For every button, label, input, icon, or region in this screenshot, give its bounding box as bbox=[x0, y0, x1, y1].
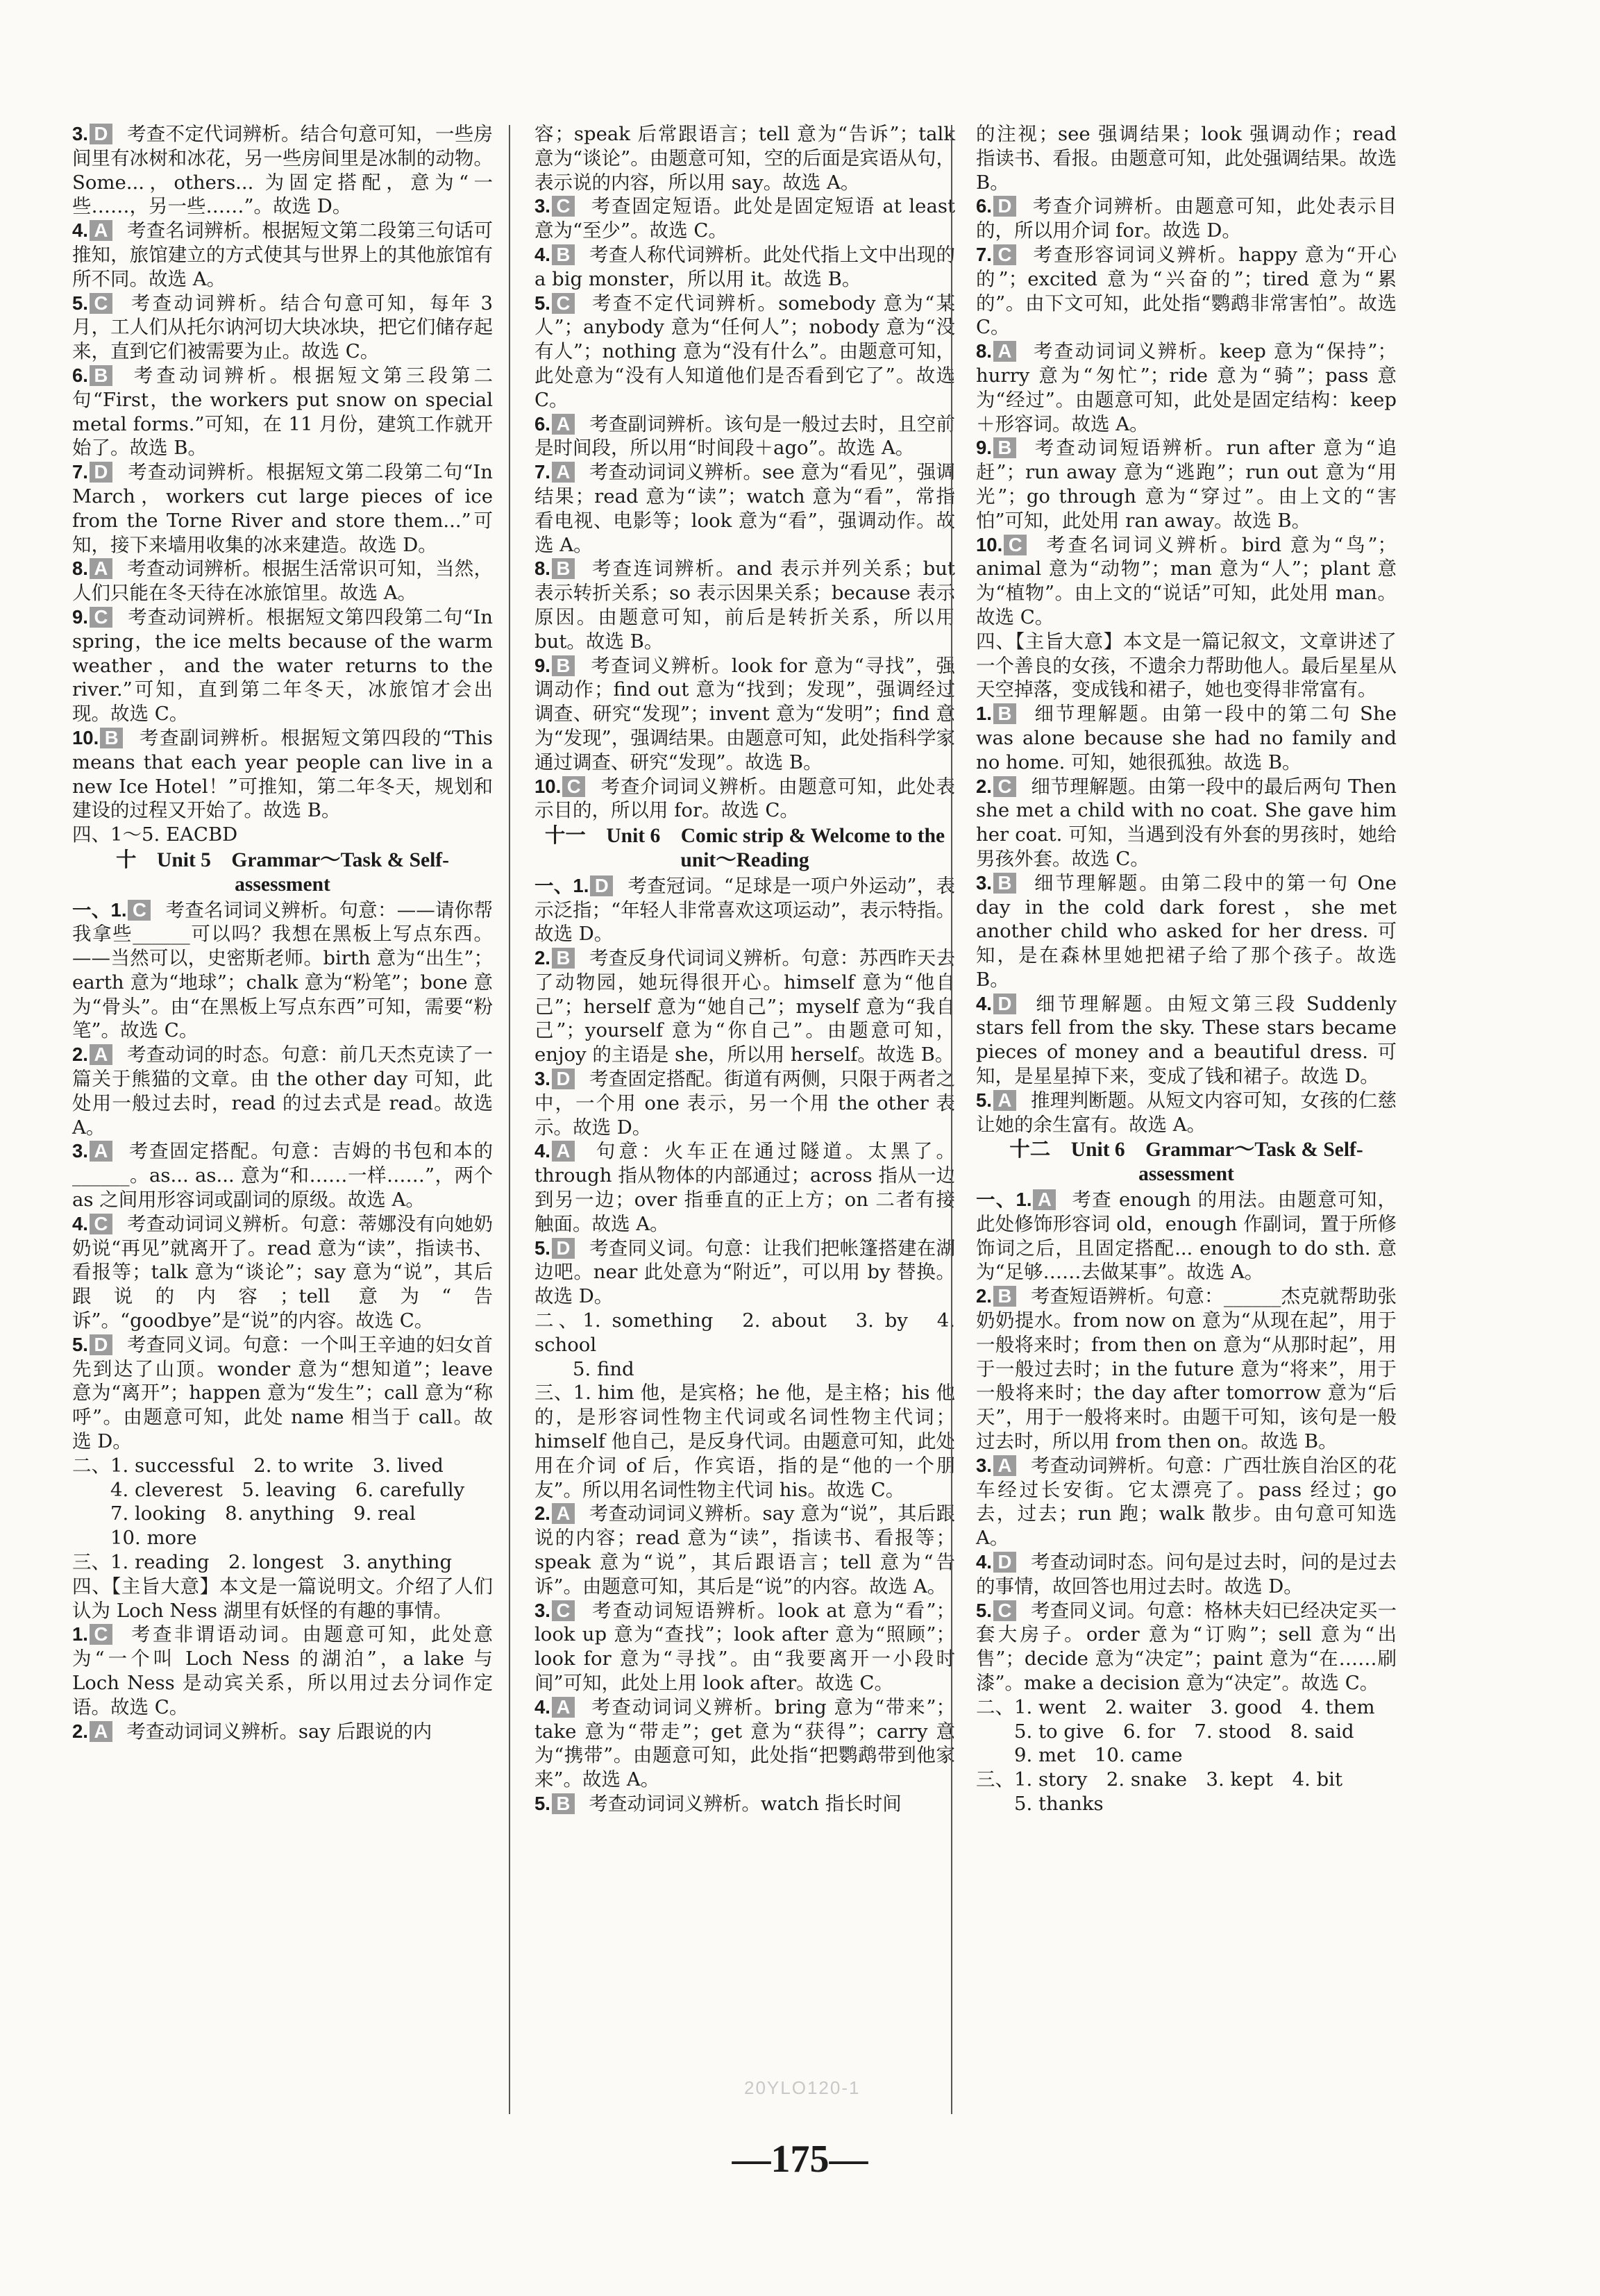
answer-choice-badge: B bbox=[552, 244, 575, 265]
answer-item bbox=[72, 460, 493, 557]
answer-line: 三、1. him 他，是宾格；he 他，是主格；his 他的，是形容词性物主代词或名词性物主代词；himself 他自己，是反身代词。由题意可知，此处用在介词 of 后，作宾语，指的是“他的一个朋友”。所以用名词性物主代词 his。故选 C。 bbox=[534, 1382, 955, 1501]
answer-choice-badge: C bbox=[993, 776, 1016, 797]
explanation-text: 考查副词辨析。根据短文第四段的“This means that each year people can live in a new Ice Hotel！”可推知，第二年冬天，规划和建设的过程又开始了。故选 B。 bbox=[72, 726, 493, 822]
answer-choice-badge: A bbox=[552, 1141, 575, 1162]
explanation-text: 考查副词辨析。该句是一般过去时，且空前是时间段，所以用“时间段＋ago”。故选 A。 bbox=[534, 412, 956, 460]
answer-choice-badge: D bbox=[993, 196, 1016, 217]
answer-line: 三、1. story 2. snake 3. kept 4. bit bbox=[976, 1768, 1343, 1791]
answer-item bbox=[976, 1188, 1397, 1284]
explanation-text: 考查名词词义辨析。句意：——请你帮我拿些______可以吗？我想在黑板上写点东西。——当然可以，史密斯老师。birth 意为“出生”；earth 意为“地球”；chalk 意为“粉笔”；bone 意为“骨头”。由“在黑板上写点东西”可知，需要“粉笔”。故选 C。 bbox=[72, 898, 494, 1042]
section-heading: 十 Unit 5 Grammar～Task & Self-assessment bbox=[116, 848, 449, 896]
explanation-text: 考查短语辨析。句意：______杰克就帮助张奶奶提水。from now on 意为“从现在起”，用于一般将来时；from then on 意为“从那时起”，用于一般过去时；in the future 意为“将来”，用于一般将来时；the day after tomorrow 意为“后天”，用于一般将来时。由题干可知，该句是一般过去时，所以用 from then on。故选 B。 bbox=[976, 1285, 1397, 1453]
answer-choice-badge: C bbox=[562, 776, 585, 797]
answer-choice-badge: C bbox=[993, 1600, 1016, 1621]
explanation-text: 考查动词词义辨析。see 意为“看见”，强调结果；read 意为“读”；watch 意为“看”，常指看电视、电影等；look 意为“看”，强调动作。故选 A。 bbox=[534, 461, 955, 556]
question-number: 4. bbox=[976, 992, 992, 1014]
explanation-text: 考查 enough 的用法。由题意可知，此处修饰形容词 old，enough 作副词，置于所修饰词之后，且固定搭配... enough to do sth. 意为“足够……去做某事”。故选 A。 bbox=[976, 1189, 1397, 1284]
question-number: 2. bbox=[534, 1502, 550, 1525]
answer-choice-badge: A bbox=[90, 1721, 112, 1742]
question-number: 一、1. bbox=[72, 898, 127, 921]
answer-choice-badge: B bbox=[993, 1286, 1016, 1307]
answer-item bbox=[72, 1623, 493, 1719]
answer-choice-badge: D bbox=[90, 1334, 112, 1355]
answer-choice-badge: A bbox=[552, 1503, 575, 1524]
answer-choice-badge: A bbox=[90, 1141, 112, 1162]
explanation-text: 考查动词时态。问句是过去时，问的是过去的事情，故回答也用过去时。故选 D。 bbox=[976, 1551, 1397, 1598]
explanation-text: 句意：火车正在通过隧道。太黑了。through 指从物体的内部通过；across 指从一边到另一边；over 指垂直的正上方；on 二者有接触面。故选 A。 bbox=[534, 1140, 956, 1235]
explanation-text: 考查动词词义辨析。watch 指长时间 bbox=[589, 1792, 902, 1815]
answer-choice-badge: A bbox=[90, 220, 112, 241]
question-number: 2. bbox=[72, 1720, 88, 1742]
answer-choice-badge: B bbox=[100, 728, 123, 748]
question-number: 3. bbox=[534, 195, 550, 217]
answer-item bbox=[976, 1550, 1397, 1599]
explanation-text: 考查动词辨析。根据生活常识可知，当然，人们只能在冬天待在冰旅馆里。故选 A。 bbox=[72, 558, 494, 605]
answer-choice-badge: C bbox=[993, 244, 1016, 265]
answer-item bbox=[72, 557, 493, 605]
column-left bbox=[72, 122, 493, 1743]
answer-item bbox=[534, 1237, 955, 1309]
answer-choice-badge: B bbox=[552, 948, 575, 969]
answer-line: 7. looking 8. anything 9. real bbox=[72, 1502, 416, 1525]
explanation-text: 推理判断题。从短文内容可知，女孩的仁慈让她的余生富有。故选 A。 bbox=[976, 1089, 1397, 1136]
question-number: 4. bbox=[72, 1212, 88, 1234]
answer-choice-badge: B bbox=[552, 558, 575, 579]
explanation-text: 考查动词词义辨析。say 意为“说”，其后跟说的内容；read 意为“读”，指读书、看报等；speak 意为“说”，其后跟语言；tell 意为“告诉”。由题意可知，其后是“说”的内容。故选 A。 bbox=[534, 1502, 955, 1598]
question-number: 10. bbox=[976, 533, 1003, 555]
answer-line: 5. thanks bbox=[976, 1792, 1104, 1815]
explanation-text: 考查固定搭配。街道有两侧，只限于两者之中，一个用 one 表示，另一个用 the other 表示。故选 D。 bbox=[534, 1068, 956, 1139]
question-number: 2. bbox=[976, 1285, 992, 1307]
section-heading: 十一 Unit 6 Comic strip & Welcome to the unit～Reading bbox=[544, 825, 945, 871]
answer-item bbox=[976, 871, 1397, 992]
answer-item bbox=[72, 605, 493, 726]
question-number: 4. bbox=[534, 1695, 550, 1718]
question-number: 7. bbox=[534, 461, 550, 483]
answer-item bbox=[534, 194, 955, 243]
question-number: 4. bbox=[534, 243, 550, 265]
answer-line: 5. find bbox=[534, 1357, 634, 1380]
question-number: 4. bbox=[976, 1551, 992, 1573]
answer-line: 二、1. something 2. about 3. by 4. school bbox=[534, 1309, 955, 1356]
explanation-text: 考查动词辨析。根据短文第三段第二句“First，the workers put snow on special metal forms.”可知，在 11 月份，建筑工作就开始了。故选 B。 bbox=[72, 364, 494, 460]
explanation-text: 考查介词词义辨析。由题意可知，此处表示目的，所以用 for。故选 C。 bbox=[534, 775, 956, 822]
explanation-text: 考查动词短语辨析。look at 意为“看”；look up 意为“查找”；look after 意为“照顾”；look for 意为“寻找”。由“我要离开一小段时间”可知，此处上用 look after。故选 C。 bbox=[534, 1599, 955, 1694]
answer-item bbox=[534, 292, 955, 412]
answer-choice-badge: C bbox=[1004, 535, 1027, 555]
question-number: 5. bbox=[72, 1333, 88, 1355]
answer-choice-badge: B bbox=[993, 873, 1016, 894]
explanation-text: 考查同义词。句意：让我们把帐篷搭建在湖边吧。near 此处意为“附近”，可以用 by 替换。故选 D。 bbox=[534, 1237, 956, 1308]
question-number: 6. bbox=[534, 412, 550, 435]
explanation-text: 考查反身代词词义辨析。句意：苏西昨天去了动物园，她玩得很开心。himself 意为“他自己”；herself 意为“她自己”；myself 意为“我自己”；yourself 意为“你自己”。由题意可知，enjoy 的主语是 she，所以用 herself。故选 B。 bbox=[534, 947, 956, 1066]
question-number: 9. bbox=[534, 654, 550, 676]
question-number: 10. bbox=[72, 726, 99, 748]
answer-item bbox=[534, 1067, 955, 1139]
answer-line: 二、1. successful 2. to write 3. lived bbox=[72, 1454, 444, 1477]
answer-item bbox=[72, 1043, 493, 1139]
question-number: 5. bbox=[72, 292, 88, 314]
answer-choice-badge: C bbox=[552, 196, 575, 217]
answer-choice-badge: C bbox=[552, 1600, 575, 1621]
answer-choice-badge: D bbox=[552, 1238, 575, 1259]
answer-item bbox=[976, 194, 1397, 243]
question-number: 8. bbox=[534, 558, 550, 580]
explanation-text: 考查固定短语。此处是固定短语 at least 意为“至少”。故选 C。 bbox=[534, 195, 956, 242]
answer-line: 四、1～5. EACBD bbox=[72, 823, 238, 846]
question-number: 2. bbox=[72, 1044, 88, 1066]
answer-choice-badge: C bbox=[128, 900, 151, 921]
question-number: 5. bbox=[534, 1792, 550, 1814]
answer-choice-badge: A bbox=[993, 341, 1016, 362]
question-number: 5. bbox=[976, 1599, 992, 1621]
answer-item bbox=[534, 1502, 955, 1598]
question-number: 1. bbox=[72, 1623, 88, 1645]
page-number: —175— bbox=[732, 2138, 868, 2181]
answer-choice-badge: D bbox=[993, 1552, 1016, 1573]
answer-item bbox=[534, 460, 955, 557]
question-number: 5. bbox=[534, 1237, 550, 1259]
question-number: 一、1. bbox=[534, 874, 589, 896]
explanation-text: 考查动词辨析。结合句意可知，每年 3 月，工人们从托尔讷河切大块冰块，把它们储存起来，直到它们被需要为止。故选 C。 bbox=[72, 292, 493, 363]
answer-item bbox=[534, 654, 955, 775]
explanation-text: 考查连词辨析。and 表示并列关系；but 表示转折关系；so 表示因果关系；because 表示原因。由题意可知，前后是转折关系，所以用 but。故选 B。 bbox=[534, 558, 955, 653]
explanation-text: 考查动词辨析。根据短文第四段第二句“In spring，the ice melts because of the warm weather，and the water returns to the river.”可知，直到第二年冬天，冰旅馆才会出现。故选 C。 bbox=[72, 605, 493, 726]
question-number: 3. bbox=[534, 1068, 550, 1090]
answer-choice-badge: C bbox=[90, 293, 112, 314]
answer-item bbox=[534, 1139, 955, 1236]
question-number: 7. bbox=[72, 461, 88, 483]
answer-item bbox=[534, 243, 955, 292]
explanation-text: 考查动词词义辨析。say 后跟说的内 bbox=[126, 1720, 432, 1743]
question-number: 4. bbox=[72, 219, 88, 242]
watermark-text: 20YLO120-1 bbox=[744, 2077, 861, 2098]
answer-item bbox=[976, 1599, 1397, 1695]
answer-item bbox=[534, 1792, 955, 1816]
answer-item bbox=[72, 122, 493, 219]
explanation-text: 考查动词词义辨析。keep 意为“保持”；hurry 意为“匆忙”；ride 意为“骑”；pass 意为“经过”。由题意可知，此处是固定结构：keep＋形容词。故选 A。 bbox=[976, 340, 1397, 435]
answer-item bbox=[976, 243, 1397, 340]
explanation-text: 考查动词词义辨析。bring 意为“带来”；take 意为“带走”；get 意为“获得”；carry 意为“携带”。由题意可知，此处指“把鹦鹉带到他家来”。故选 A。 bbox=[534, 1695, 956, 1791]
explanation-text: 细节理解题。由第一段中的最后两句 Then she met a child with no coat. She gave him her coat. 可知，当遇到没有外套的男孩时，她给男孩外套。故选 C。 bbox=[976, 775, 1397, 870]
answer-choice-badge: B bbox=[90, 365, 112, 386]
answer-item bbox=[534, 1599, 955, 1695]
answer-item bbox=[976, 702, 1397, 774]
explanation-text: 考查非谓语动词。由题意可知，此处意为“一个叫 Loch Ness 的湖泊”，a lake 与 Loch Ness 是动宾关系，所以用过去分词作定语。故选 C。 bbox=[72, 1623, 494, 1718]
answer-item bbox=[976, 436, 1397, 533]
answer-item bbox=[72, 219, 493, 291]
answer-item bbox=[976, 775, 1397, 871]
answer-item bbox=[976, 340, 1397, 436]
answer-line: 容；speak 后常跟语言；tell 意为“告诉”；talk 意为“谈论”。由题意可知，空的后面是宾语从句，表示说的内容，所以用 say。故选 A。 bbox=[534, 123, 955, 194]
column-right bbox=[976, 122, 1397, 1816]
answer-choice-badge: B bbox=[993, 703, 1016, 724]
question-number: 一、1. bbox=[976, 1189, 1032, 1211]
question-number: 9. bbox=[72, 605, 88, 628]
answer-choice-badge: C bbox=[552, 293, 575, 314]
question-number: 3. bbox=[72, 123, 88, 144]
explanation-text: 考查冠词。“足球是一项户外运动”，表示泛指；“年轻人非常喜欢这项运动”，表示特指。故选 D。 bbox=[534, 874, 956, 946]
explanation-text: 考查动词词义辨析。句意：蒂娜没有向她奶奶说“再见”就离开了。read 意为“读”，指读书、看报等；talk 意为“谈论”；say 意为“说”，其后跟说的内容；tell 意为“告诉”。“goodbye”是“说”的内容。故选 C。 bbox=[72, 1212, 494, 1332]
question-number: 2. bbox=[976, 775, 992, 797]
explanation-text: 考查介词辨析。由题意可知，此处表示目的，所以用介词 for。故选 D。 bbox=[976, 195, 1397, 242]
explanation-text: 考查形容词词义辨析。happy 意为“开心的”；excited 意为“兴奋的”；tired 意为“累的”。由下文可知，此处指“鹦鹉非常害怕”。故选 C。 bbox=[976, 243, 1397, 339]
explanation-text: 考查动词的时态。句意：前几天杰克读了一篇关于熊猫的文章。由 the other day 可知，此处用一般过去时，read 的过去式是 read。故选 A。 bbox=[72, 1044, 494, 1139]
question-number: 2. bbox=[534, 947, 550, 969]
answer-choice-badge: D bbox=[993, 994, 1016, 1014]
answer-item bbox=[72, 1720, 493, 1744]
explanation-text: 考查名词词义辨析。bird 意为“鸟”；animal 意为“动物”；man 意为“人”；plant 意为“植物”。由上文的“说话”可知，此处用 man。故选 C。 bbox=[976, 533, 1397, 628]
answer-choice-badge: C bbox=[90, 1214, 112, 1234]
question-number: 10. bbox=[534, 775, 562, 797]
answer-choice-badge: D bbox=[590, 875, 613, 896]
answer-item bbox=[534, 874, 955, 946]
question-number: 5. bbox=[976, 1089, 992, 1111]
answer-item bbox=[534, 1695, 955, 1792]
answer-item bbox=[72, 1212, 493, 1333]
explanation-text: 考查动词辨析。根据短文第二段第二句“In March，workers cut large pieces of ice from the Torne River and store them...”可知，接下来墙用收集的冰来建造。故选 D。 bbox=[72, 461, 493, 556]
answer-choice-badge: D bbox=[90, 124, 112, 144]
answer-item bbox=[534, 412, 955, 461]
answer-line: 四、【主旨大意】本文是一篇记叙文，文章讲述了一个善良的女孩，不遗余力帮助他人。最后星星从天空掉落，变成钱和裙子，她也变得非常富有。 bbox=[976, 630, 1397, 701]
question-number: 7. bbox=[976, 243, 992, 265]
answer-choice-badge: A bbox=[993, 1090, 1016, 1111]
question-number: 3. bbox=[534, 1599, 550, 1621]
answer-item bbox=[534, 946, 955, 1067]
answer-item bbox=[72, 898, 493, 1044]
answer-item bbox=[976, 1284, 1397, 1454]
answer-item bbox=[72, 1333, 493, 1454]
answer-choice-badge: A bbox=[552, 414, 575, 435]
answer-choice-badge: C bbox=[90, 607, 112, 628]
answer-item bbox=[976, 1454, 1397, 1550]
answer-item bbox=[72, 1139, 493, 1212]
answer-choice-badge: A bbox=[552, 1697, 575, 1718]
answer-line: 9. met 10. came bbox=[976, 1744, 1183, 1767]
question-number: 4. bbox=[534, 1140, 550, 1162]
answer-line: 4. cleverest 5. leaving 6. carefully bbox=[72, 1478, 465, 1501]
answer-line: 的注视；see 强调结果；look 强调动作；read 指读书、看报。由题意可知，此处强调结果。故选 B。 bbox=[976, 123, 1397, 194]
answer-item bbox=[534, 775, 955, 823]
explanation-text: 考查不定代词辨析。somebody 意为“某人”；anybody 意为“任何人”；nobody 意为“没有人”；nothing 意为“没有什么”。由题意可知，此处意为“没有人知道他们是否看到它了”。故选 C。 bbox=[534, 292, 955, 411]
question-number: 5. bbox=[534, 292, 550, 314]
question-number: 3. bbox=[976, 871, 992, 894]
answer-line: 二、1. went 2. waiter 3. good 4. them bbox=[976, 1695, 1375, 1718]
explanation-text: 考查动词短语辨析。run after 意为“追赶”；run away 意为“逃跑”；run out 意为“用光”；go through 意为“穿过”。由上文的“害怕”可知，此处用 ran away。故选 B。 bbox=[976, 437, 1397, 532]
explanation-text: 细节理解题。由第二段中的第一句 One day in the cold dark forest，she met another child who asked for her dress. 可知，是在森林里她把裙子给了那个孩子。故选 B。 bbox=[976, 871, 1397, 991]
question-number: 6. bbox=[976, 195, 992, 217]
answer-choice-badge: A bbox=[90, 1044, 112, 1065]
answer-line: 5. to give 6. for 7. stood 8. said bbox=[976, 1720, 1354, 1743]
answer-item bbox=[72, 726, 493, 823]
column-divider bbox=[951, 125, 952, 2114]
answer-choice-badge: B bbox=[552, 1793, 575, 1814]
question-number: 1. bbox=[976, 703, 992, 725]
question-number: 3. bbox=[976, 1454, 992, 1476]
answer-choice-badge: D bbox=[90, 462, 112, 483]
answer-choice-badge: B bbox=[552, 655, 575, 676]
explanation-text: 细节理解题。由第一段中的第二句 She was alone because she had no family and no home. 可知，她很孤独。故选 B。 bbox=[976, 703, 1397, 773]
answer-line: 四、【主旨大意】本文是一篇说明文。介绍了人们认为 Loch Ness 湖里有妖怪的有趣的事情。 bbox=[72, 1575, 493, 1622]
column-middle bbox=[534, 122, 955, 1816]
answer-choice-badge: A bbox=[1033, 1189, 1056, 1210]
question-number: 6. bbox=[72, 364, 88, 386]
answer-item bbox=[976, 992, 1397, 1089]
explanation-text: 考查不定代词辨析。结合句意可知，一些房间里有冰树和冰花，另一些房间里是冰制的动物。Some...，others... 为固定搭配，意为“一些……，另一些……”。故选 D。 bbox=[72, 123, 494, 218]
question-number: 8. bbox=[72, 558, 88, 580]
explanation-text: 考查同义词。句意：格林夫妇已经决定买一套大房子。order 意为“订购”；sell 意为“出售”；decide 意为“决定”；paint 意为“在……刷漆”。make a decision 意为“决定”。故选 C。 bbox=[976, 1599, 1397, 1694]
answer-item bbox=[72, 364, 493, 460]
answer-line: 10. more bbox=[72, 1527, 197, 1550]
explanation-text: 考查人称代词辨析。此处代指上文中出现的 a big monster，所以用 it。故选 B。 bbox=[534, 243, 956, 290]
answer-line: 三、1. reading 2. longest 3. anything bbox=[72, 1551, 453, 1574]
question-number: 9. bbox=[976, 437, 992, 459]
explanation-text: 细节理解题。由短文第三段 Suddenly stars fell from the sky. These stars became pieces of money and a beautiful dress. 可知，是星星掉下来，变成了钱和裙子。故选 D。 bbox=[976, 992, 1397, 1088]
answer-item bbox=[976, 1089, 1397, 1137]
question-number: 8. bbox=[976, 340, 992, 362]
answer-choice-badge: B bbox=[993, 437, 1016, 458]
answer-choice-badge: C bbox=[90, 1624, 112, 1645]
explanation-text: 考查动词辨析。句意：广西壮族自治区的花车经过长安街。它太漂亮了。pass 经过；go 去，过去；run 跑；walk 散步。由句意可知选 A。 bbox=[976, 1454, 1397, 1550]
answer-choice-badge: A bbox=[90, 558, 112, 579]
answer-item bbox=[534, 557, 955, 653]
section-heading: 十二 Unit 6 Grammar～Task & Self-assessment bbox=[1009, 1139, 1363, 1186]
column-divider bbox=[509, 125, 510, 2114]
answer-item bbox=[72, 292, 493, 364]
explanation-text: 考查词义辨析。look for 意为“寻找”，强调动作；find out 意为“找到；发现”，强调经过调查、研究“发现”；invent 意为“发明”；find 意为“发现”，强调结果。由题意可知，此处指科学家通过调查、研究“发现”。故选 B。 bbox=[534, 654, 955, 773]
answer-choice-badge: A bbox=[993, 1455, 1016, 1476]
answer-item bbox=[976, 533, 1397, 630]
explanation-text: 考查名词辨析。根据短文第二段第三句话可推知，旅馆建立的方式使其与世界上的其他旅馆有所不同。故选 A。 bbox=[72, 219, 494, 290]
explanation-text: 考查同义词。句意：一个叫王辛迪的妇女首先到达了山顶。wonder 意为“想知道”；leave 意为“离开”；happen 意为“发生”；call 意为“称呼”。由题意可知，此处 name 相当于 call。故选 D。 bbox=[72, 1333, 494, 1453]
explanation-text: 考查固定搭配。句意：吉姆的书包和本的______。as... as... 意为“和……一样……”，两个 as 之间用形容词或副词的原级。故选 A。 bbox=[72, 1140, 494, 1212]
answer-choice-badge: D bbox=[552, 1069, 575, 1089]
question-number: 3. bbox=[72, 1140, 88, 1162]
answer-choice-badge: A bbox=[552, 462, 575, 483]
